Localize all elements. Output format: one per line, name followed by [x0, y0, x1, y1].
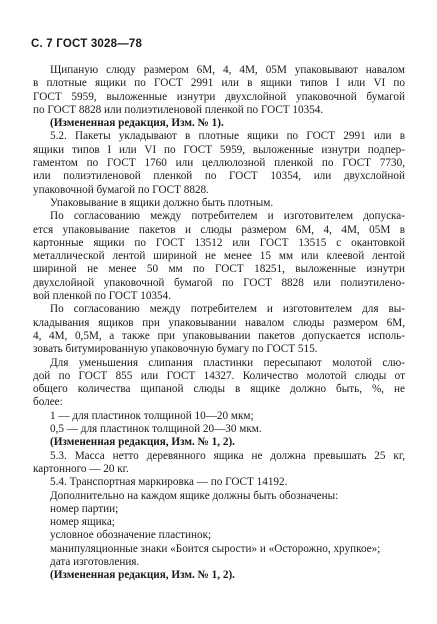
text-line: (Измененная редакция, Изм. № 1). [50, 117, 224, 130]
amendment-note [33, 569, 405, 582]
text-line: 4, 4М, 0,5М, а также при упаковывании пакетов допускается исполь- [33, 329, 405, 342]
paragraph [33, 410, 405, 423]
text-line: 0,5 — для пластинок толщиной 20—30 мкм. [50, 423, 262, 436]
text-line: 5.2. Пакеты укладывают в плотные ящики по ГОСТ 2991 или в [50, 130, 405, 143]
text-line: По согласованию между потребителем и изготовителем для вы- [50, 303, 405, 316]
text-line: металлической лентой шириной не менее 15 мм или клеевой лентой [33, 250, 405, 263]
paragraph [33, 450, 405, 477]
paragraph [33, 197, 405, 210]
text-line: кладывания ящиков при упаковывании навалом слюды размером 6М, [33, 316, 405, 329]
paragraph [33, 476, 405, 489]
paragraph [33, 423, 405, 436]
document-body [33, 64, 405, 583]
page-header: С. 7 ГОСТ 3028—78 [31, 38, 143, 50]
text-line: номер партии; [50, 502, 119, 515]
text-line: ется упаковывание пакетов и слюды размером 6М, 4, 4М, 05М в [33, 223, 405, 236]
paragraph [33, 357, 405, 410]
text-line: более: [33, 396, 63, 409]
text-line: 1 — для пластинок толщиной 10—20 мкм; [50, 409, 254, 422]
text-line: манипуляционные знаки «Боится сырости» и «Осторожно, хрупкое»; [50, 542, 381, 555]
paragraph [33, 210, 405, 303]
text-line: упаковочной бумагой по ГОСТ 8828. [33, 183, 209, 196]
paragraph [33, 529, 405, 542]
text-line: 5.4. Транспортная маркировка — по ГОСТ 14192. [50, 476, 288, 489]
paragraph [33, 503, 405, 516]
text-line: 5.3. Масса нетто деревянного ящика не должна превышать 25 кг, [50, 449, 405, 462]
text-line: двухслойной упаковочной бумагой по ГОСТ 8828 или полиэтилено- [33, 276, 405, 289]
text-line: общего количества щипаной слюды в ящике должно быть, %, не [33, 383, 405, 396]
text-line: (Измененная редакция, Изм. № 1, 2). [50, 569, 235, 582]
text-line: шириной не менее 50 мм по ГОСТ 18251, выложенные изнутри [33, 263, 405, 276]
text-line: Щипаную слюду размером 6М, 4, 4М, 05М упаковывают навалом [50, 64, 405, 76]
paragraph [33, 490, 405, 503]
paragraph [33, 64, 405, 117]
paragraph [33, 130, 405, 196]
text-line: картонного — 20 кг. [33, 462, 129, 475]
text-line: или полиэтиленовой пленкой по ГОСТ 10354, или двухслойной [33, 170, 405, 183]
text-line: Дополнительно на каждом ящике должны быть обозначены: [50, 489, 339, 502]
amendment-note [33, 117, 405, 130]
text-line: Упаковывание в ящики должно быть плотным. [50, 196, 274, 209]
text-line: условное обозначение пластинок; [50, 529, 212, 542]
text-line: картонные ящики по ГОСТ 13512 или ГОСТ 13515 с окантовкой [33, 236, 405, 249]
text-line: ГОСТ 5959, выложенные изнутри двухслойной упаковочной бумагой [33, 90, 405, 103]
amendment-note [33, 436, 405, 449]
paragraph [33, 556, 405, 569]
text-line: по ГОСТ 8828 или полиэтиленовой пленкой по ГОСТ 10354. [33, 103, 324, 116]
text-line: вой пленкой по ГОСТ 10354. [33, 290, 171, 303]
paragraph [33, 543, 405, 556]
text-line: Для уменьшения слипания пластинки пересыпают молотой слю- [50, 356, 405, 369]
text-line: По согласованию между потребителем и изготовителем допуска- [50, 210, 405, 223]
paragraph [33, 303, 405, 356]
text-line: дата изготовления. [50, 555, 140, 568]
text-line: гаментом по ГОСТ 1760 или целлюлозной пленкой по ГОСТ 7730, [33, 157, 405, 170]
text-line: номер ящика; [50, 516, 115, 529]
text-line: дой по ГОСТ 855 или ГОСТ 14327. Количество молотой слюды от [33, 369, 405, 382]
text-line: ящики типов I или VI по ГОСТ 5959, выложенные изнутри подпер- [33, 143, 405, 156]
paragraph [33, 516, 405, 529]
text-line: зовать битумированную упаковочную бумагу по ГОСТ 515. [33, 343, 318, 356]
text-line: (Измененная редакция, Изм. № 1, 2). [50, 436, 235, 449]
text-line: в плотные ящики по ГОСТ 2991 или в ящики типов I или VI по [33, 77, 405, 90]
